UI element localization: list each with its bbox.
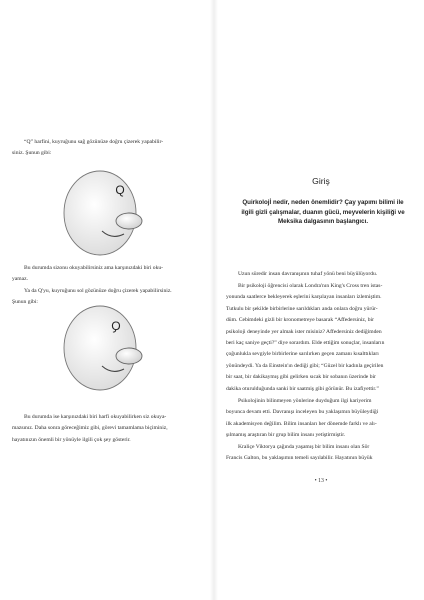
- text-line: beri kaç saniye geçti?” diye sorardım. Elde ettiğim sonuçlar, insanların: [226, 340, 385, 347]
- text-line: dakika oturulduğunda sanki bir saatmiş gibi görünür. Bu izafiyettir.”: [226, 385, 379, 392]
- right-paragraph-4: [226, 442, 412, 465]
- text-line: “Q” harfini, kuyruğunu sağ gözünüze doğru çizerek yapabilir-: [24, 139, 164, 145]
- subheading-line: ilgili gizli çalışmalar, duanın gücü, meyvelerin kişiliği ve: [241, 208, 405, 216]
- text-line: Şunun gibi:: [12, 299, 38, 306]
- text-line: ilk akademisyen değilim. Bilim insanları her dönemde farklı ve alı-: [226, 420, 377, 427]
- book-gutter: [210, 0, 218, 600]
- chapter-subheading: [234, 198, 412, 227]
- text-line: Kraliçe Viktorya çağında yaşamış bir bilim insanı olan Sör: [238, 444, 370, 450]
- subheading-line: Quirkolojİ nedir, neden önemlidir? Çay yapımı bilimi ile: [242, 199, 404, 206]
- text-line: Psikolojinin bilinmeyen yönlerine duyduğum ilgi kariyerim: [238, 398, 372, 404]
- text-line: yamaz.: [12, 276, 28, 283]
- text-line: Uzun süredir insan davranışının tuhaf yönü beni büyülüyordu.: [238, 271, 378, 277]
- letter-q: Q: [115, 183, 125, 197]
- left-page: [0, 0, 210, 600]
- text-line: Bu durumda sizonu okuyabilirsiniz ama karşınızdaki biri oku-: [24, 265, 164, 271]
- page-number: • 13 •: [314, 478, 328, 484]
- chapter-heading: Giriş: [312, 176, 330, 186]
- text-line: Bir psikoloji öğrencisi olarak Londra'nın King's Cross tren istas-: [238, 283, 383, 289]
- text-line: Francis Galton, bu yaklaşımın temeli sayılabilir. Hayatının büyük: [226, 455, 373, 462]
- text-line: Tutkulu bir şekilde birbirlerine sarıldıkları anda onlara doğru yürür-: [226, 305, 378, 312]
- face-drawing-q-right-eye: [58, 168, 158, 260]
- left-paragraph-1: [12, 137, 194, 160]
- letter-q-mirrored: Q: [111, 319, 121, 333]
- face-drawing-q-left-eye: [58, 302, 158, 394]
- text-line: çoğunlukla sevgiyle birbirlerine sarılırken geçen zamanı kısalttıkları: [226, 351, 379, 358]
- right-page: [218, 0, 424, 600]
- text-line: psikoloji deneyinde yer almak ister misiniz? Affedersiniz dediğimden: [226, 328, 382, 335]
- right-paragraph-3: [226, 396, 412, 442]
- text-line: yönündeydi. Ya da Einstein'ın dediği gibi; “Güzel bir kadınla geçirilen: [226, 362, 384, 369]
- text-line: şılmamış araştıran bir grup bilim insanı yetiştirmiştir.: [226, 432, 346, 439]
- text-line: Bu durumda ise karşınızdaki biri harfi okuyabilirken siz okuya-: [24, 414, 167, 420]
- right-paragraph-1: [226, 269, 412, 280]
- text-line: boyunca devam etti. Davranışı inceleyen bu yaklaşımın büyüleydiği: [226, 409, 379, 416]
- text-line: Ya da Q'yu, kuyruğunu sol gözünüze doğru çizerek yapabilirsiniz.: [24, 287, 172, 294]
- right-paragraph-2: [226, 281, 412, 395]
- text-line: düm. Cebimdeki gizli bir kronometreye basarak “Affedersiniz, bir: [226, 317, 374, 324]
- text-line: bir saat, bir dakikaymış gibi gelirken sıcak bir sobanın üzerinde bir: [226, 374, 376, 381]
- text-line: mazsınız. Daha sonra göreceğimiz gibi, görevi tamamlama biçiminiz,: [12, 425, 168, 432]
- text-line: siniz. Şunun gibi:: [12, 150, 52, 157]
- text-line: yonunda saatlerce bekleyerek eşlerini karşılayan insanları izlemiştim.: [226, 294, 382, 301]
- subheading-line: Meksika dalgasının başlangıcı.: [277, 218, 369, 226]
- left-paragraph-3: [12, 412, 194, 446]
- text-line: hayatınızın önemli bir yönüyle ilgili çok şey gösterir.: [12, 436, 131, 443]
